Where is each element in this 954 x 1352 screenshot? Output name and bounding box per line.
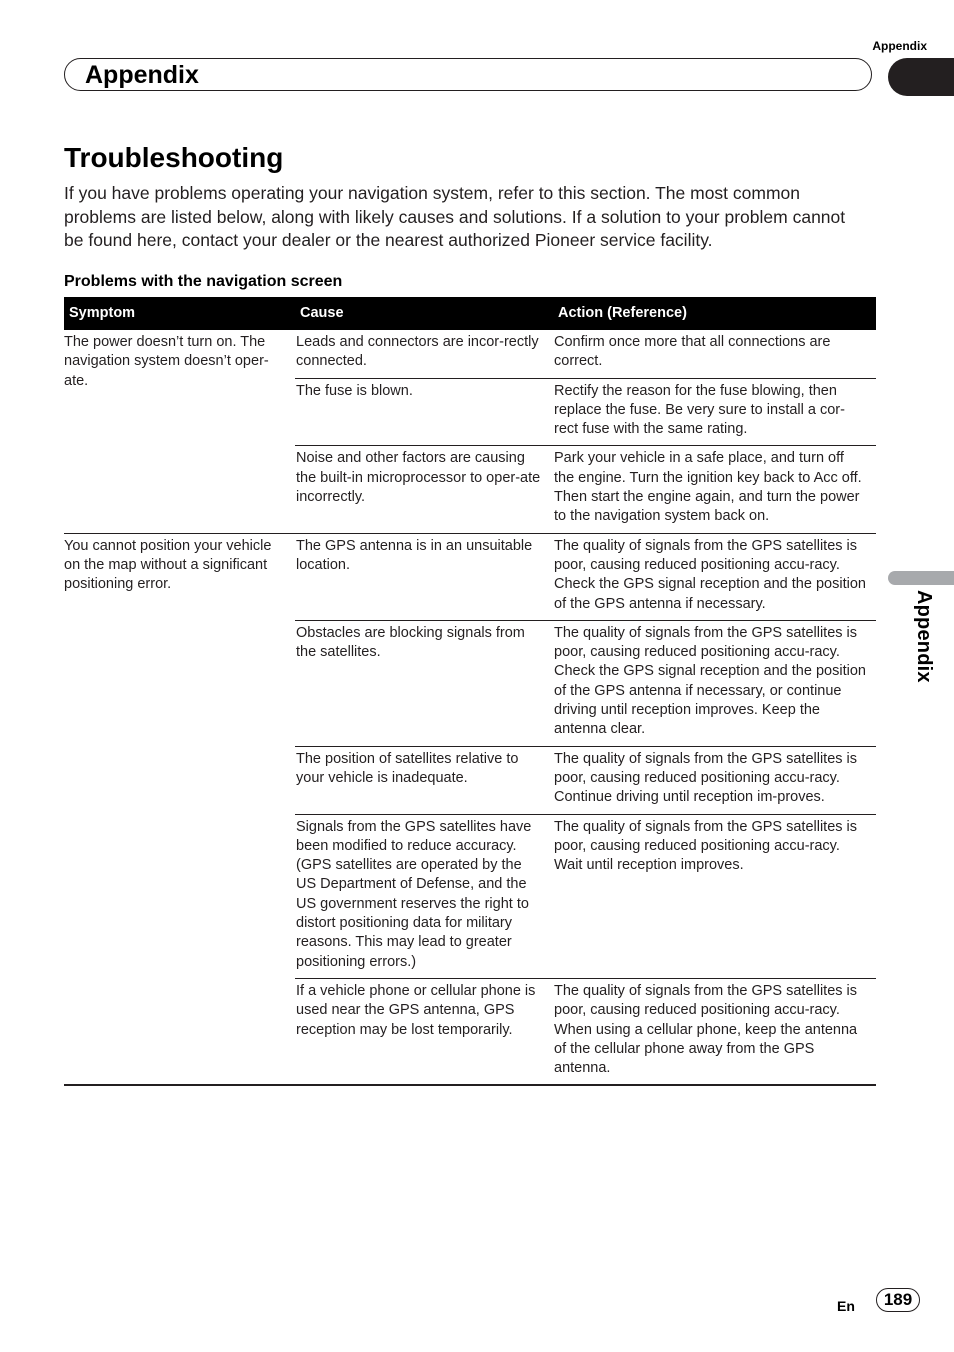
symptom-cell: The power doesn’t turn on. The navigation system doesn’t oper-ate. [64,330,295,533]
action-cell: Rectify the reason for the fuse blowing, then replace the fuse. Be very sure to install a cor-rect fuse with the same rating. [553,378,876,446]
cause-cell: Noise and other factors are causing the built-in microprocessor to oper-ate incorrectly. [295,446,553,533]
cause-cell: Signals from the GPS satellites have been modified to reduce accuracy. (GPS satellites are operated by the US Department of Defense, and the US government reserves the right to distort positioning data for military reasons. This may lead to greater positioning errors.) [295,814,553,978]
symptom-cell: You cannot position your vehicle on the map without a significant positioning error. [64,533,295,1085]
running-head: Appendix [872,39,927,53]
table-row [64,533,876,620]
table-row [64,330,876,378]
footer-language: En [837,1298,855,1314]
header-symptom: Symptom [64,297,295,330]
action-cell: Confirm once more that all connections are correct. [553,330,876,378]
action-cell: The quality of signals from the GPS satellites is poor, causing reduced positioning accu-racy. Check the GPS signal reception and the position of the GPS antenna if necessary. [553,533,876,620]
side-tab-marker [888,571,954,585]
action-cell: The quality of signals from the GPS satellites is poor, causing reduced positioning accu-racy. When using a cellular phone, keep the antenna of the cellular phone away from the GPS antenna. [553,978,876,1085]
table-header-row [64,297,876,330]
action-cell: The quality of signals from the GPS satellites is poor, causing reduced positioning accu-racy. Check the GPS signal reception and the position of the GPS antenna if necessary, or continue driving until reception improves. Keep the antenna clear. [553,620,876,746]
section-banner-title: Appendix [85,61,199,89]
corner-tab [888,58,954,96]
cause-cell: The GPS antenna is in an unsuitable location. [295,533,553,620]
page-number: 189 [876,1288,920,1312]
cause-cell: Leads and connectors are incor-rectly connected. [295,330,553,378]
header-action: Action (Reference) [553,297,876,330]
cause-cell: If a vehicle phone or cellular phone is used near the GPS antenna, GPS reception may be lost temporarily. [295,978,553,1085]
cause-cell: The fuse is blown. [295,378,553,446]
page-title: Troubleshooting [64,142,284,173]
troubleshooting-table [64,297,876,1086]
section-banner [64,58,872,91]
table-subheading: Problems with the navigation screen [64,273,343,290]
cause-cell: The position of satellites relative to your vehicle is inadequate. [295,746,553,814]
side-section-label: Appendix [913,590,935,683]
intro-paragraph: If you have problems operating your navigation system, refer to this section. The most common problems are listed below, along with likely causes and solutions. If a solution to your problem cannot be found here, contact your dealer or the nearest authorized Pioneer service facility. [64,183,846,250]
action-cell: Park your vehicle in a safe place, and turn off the engine. Turn the ignition key back to Acc off. Then start the engine again, and turn the power to the navigation system back on. [553,446,876,533]
action-cell: The quality of signals from the GPS satellites is poor, causing reduced positioning accu-racy. Continue driving until reception im-proves. [553,746,876,814]
action-cell: The quality of signals from the GPS satellites is poor, causing reduced positioning accu-racy. Wait until reception improves. [553,814,876,978]
cause-cell: Obstacles are blocking signals from the satellites. [295,620,553,746]
header-cause: Cause [295,297,553,330]
